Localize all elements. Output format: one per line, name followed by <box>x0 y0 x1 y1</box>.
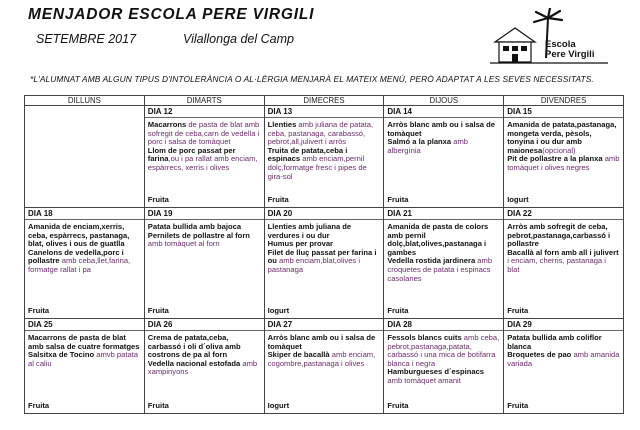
week-row <box>25 208 624 319</box>
dish <box>387 121 500 138</box>
dessert: Fruita <box>147 195 169 205</box>
dish-name: Fessols blancs cuits <box>387 333 464 342</box>
menu-dishes <box>265 331 384 368</box>
dish-name: Llenties amb juliana de verdures i ou dur <box>267 222 352 240</box>
logo-text: Escola Pere Virgili <box>545 39 595 60</box>
dish <box>507 155 620 172</box>
weekday-header: DIJOUS <box>384 96 504 106</box>
day-number: DIA 21 <box>384 208 503 220</box>
menu-dishes <box>265 118 384 181</box>
dish-ingredients: amb enciam,pernil dolç,formatge fresc i pipes de gira-sol <box>267 154 367 181</box>
day-number: DIA 28 <box>384 319 503 331</box>
dish <box>148 360 261 377</box>
weekday-header: DIMARTS <box>144 96 264 106</box>
day-number: DIA 29 <box>504 319 623 331</box>
dish-name: Skiper de bacallà <box>267 350 332 360</box>
menu-table <box>24 95 624 414</box>
menu-dishes <box>25 331 144 368</box>
dish <box>28 334 141 351</box>
dish-name: Macarrons de pasta de blat amb salsa de cuatre formatges <box>28 333 140 351</box>
week-row <box>25 319 624 414</box>
menu-dishes <box>145 331 264 377</box>
dish <box>387 223 500 257</box>
dessert: Fruita <box>267 195 289 205</box>
dish-name: Crema de patata,ceba, carbassó i oli d´oliva amb costrons de pa al forn <box>147 333 241 360</box>
dish-ingredients: amb albergínia <box>387 137 469 155</box>
dish <box>268 147 381 181</box>
day-number: DIA 20 <box>265 208 384 220</box>
day-cell <box>264 106 384 208</box>
menu-dishes <box>25 220 144 275</box>
dessert: Fruita <box>507 306 529 316</box>
day-number: DIA 25 <box>25 319 144 331</box>
dessert: Fruita <box>147 306 169 316</box>
dish-name: Broquetes de pao <box>507 350 574 360</box>
dish <box>148 334 261 360</box>
week-row <box>25 106 624 208</box>
dish-name: Pit de pollastre a la planxa <box>507 154 605 164</box>
weekday-header: DIVENDRES <box>504 96 624 106</box>
dish <box>28 351 141 368</box>
weekday-header: DIMECRES <box>264 96 384 106</box>
menu-dishes <box>145 118 264 173</box>
dish <box>507 249 620 275</box>
dish <box>268 334 381 351</box>
dish <box>268 351 381 368</box>
dish-ingredients: amb croquetes de patata i espinacs casolanes <box>387 256 493 283</box>
dish-ingredients: (opcional) <box>542 145 576 155</box>
dish-ingredients: ,ou i pa rallat amb enciam, espàrrecs, xerris i olives <box>147 154 258 172</box>
dessert: Fruita <box>147 401 169 411</box>
dish-ingredients: amb ceba, pebrot,pastanaga,patata, carbassó i una mica de botifarra blanca i negra <box>387 333 500 368</box>
menu-dishes <box>384 220 503 283</box>
dessert: Fruita <box>387 195 409 205</box>
dish <box>28 249 141 275</box>
dish-name: Patata bullida amb coliflor blanca <box>507 333 602 351</box>
day-number: DIA 27 <box>265 319 384 331</box>
dessert: Iogurt <box>267 306 290 316</box>
day-number: DIA 12 <box>145 106 264 118</box>
day-number: DIA 18 <box>25 208 144 220</box>
dish <box>148 232 261 249</box>
dish-name: Truita de patata,ceba i espinacs <box>267 145 348 164</box>
dish-ingredients: de pasta de blat amb sofregit de ceba,carn de vedella i porc i salsa de tomàquet <box>147 120 260 147</box>
dish <box>387 138 500 155</box>
allergy-notice: *L'ALUMNAT AMB ALGUN TIPUS D'INTOLERÀNCIA O AL·LÈRGIA MENJARÀ EL MATEIX MENÚ, PERÒ ADAPTAT A LES SEVES NECESSITATS. <box>30 74 594 84</box>
dessert: Fruita <box>387 306 409 316</box>
empty-day-cell <box>25 106 145 208</box>
menu-dishes <box>504 118 623 173</box>
dish-ingredients: amb tomàquet i olives negres <box>507 154 620 172</box>
day-cell <box>504 319 624 414</box>
day-number: DIA 14 <box>384 106 503 118</box>
dish-name: Macarrons <box>147 120 189 129</box>
dish <box>507 223 620 249</box>
dish-name: Amanida de patata,pastanaga, mongeta verda, pèsols, tonyina i ou dur amb maionesa <box>507 120 617 155</box>
day-number: DIA 19 <box>145 208 264 220</box>
menu-dishes <box>384 118 503 155</box>
dish <box>268 249 381 275</box>
dish-name: Vedella rostida jardinera <box>387 256 478 266</box>
dish-name: Salmó a la planxa <box>387 137 454 147</box>
dish-name: Arròs amb sofregit de ceba, pebrot,pastanaga,carbassó i pollastre <box>507 222 611 249</box>
dish <box>387 257 500 283</box>
dish-name: Arròs blanc amb ou i salsa de tomàquet <box>387 120 496 138</box>
day-cell <box>25 208 145 319</box>
dish <box>268 223 381 240</box>
dish-name: Vedella nacional estofada <box>147 358 243 368</box>
dish-ingredients: amb tomàquet amanit <box>387 375 461 385</box>
dish-name: Hamburgueses d´espinacs <box>387 367 485 377</box>
menu-town: Vilallonga del Camp <box>183 32 294 46</box>
menu-dishes <box>265 220 384 275</box>
dish <box>148 121 261 147</box>
day-cell <box>144 106 264 208</box>
dish <box>148 147 261 173</box>
dish-name: Humus per provar <box>267 239 334 249</box>
dish <box>28 223 141 249</box>
dish-name: Filet de lluç passat per farina i ou <box>267 247 377 266</box>
dish <box>387 334 500 368</box>
dessert: Iogurt <box>267 401 290 411</box>
dessert: Fruita <box>28 401 50 411</box>
dish-name: Llenties <box>267 120 299 129</box>
day-cell <box>384 106 504 208</box>
weekday-header-row <box>25 96 624 106</box>
day-number: DIA 26 <box>145 319 264 331</box>
dish <box>387 368 500 385</box>
day-number: DIA 15 <box>504 106 623 118</box>
dish <box>507 351 620 368</box>
day-cell <box>384 319 504 414</box>
dish-ingredients: amb ceba,llet,farina, formatge rallat i pa <box>28 256 131 274</box>
dish-name: Arròs blanc amb ou i salsa de tomàquet <box>267 333 376 351</box>
dish <box>507 121 620 155</box>
dish-ingredients: amb xampinyons <box>147 358 258 377</box>
dish <box>507 334 620 351</box>
dessert: Fruita <box>28 306 50 316</box>
day-cell <box>504 208 624 319</box>
dish-ingredients: amb enciam,blat,olives i pastanaga <box>267 256 361 274</box>
menu-dishes <box>145 220 264 249</box>
day-cell <box>25 319 145 414</box>
day-cell <box>384 208 504 319</box>
weekday-header: DILLUNS <box>25 96 145 106</box>
dish-name: Bacallà al forn amb all i julivert <box>507 247 619 257</box>
menu-dishes <box>384 331 503 386</box>
dish-ingredients: amb amanida variada <box>507 350 620 368</box>
day-number: DIA 13 <box>265 106 384 118</box>
dish-name: Llom de porc passat per farina <box>147 145 236 164</box>
dish <box>268 121 381 147</box>
day-cell <box>144 208 264 319</box>
dish-name: Pernilets de pollastre al forn <box>147 230 250 240</box>
menu-month: SETEMBRE 2017 <box>36 32 137 46</box>
dish-name: Amanida de pasta de colors amb pernil dolç,blat,olives,pastanaga i gambes <box>387 222 489 257</box>
day-cell <box>264 208 384 319</box>
dish-ingredients: amvb patata al caliu <box>28 350 139 368</box>
dish-name: Salsitxa de Tocino <box>28 350 97 360</box>
day-number: DIA 22 <box>504 208 623 220</box>
day-cell <box>264 319 384 414</box>
day-cell <box>504 106 624 208</box>
dish-ingredients: i enciam, cherris, pastanaga i blat <box>507 256 606 274</box>
dish-name: Amanida de enciam,xerris, ceba, espàrrecs, pastanaga, blat, olives i ous de guatlla <box>28 222 130 249</box>
dessert: Iogurt <box>507 195 529 205</box>
dessert: Fruita <box>387 401 409 411</box>
menu-dishes <box>504 331 623 368</box>
dish-ingredients: amb enciam, cogombre,pastanaga i olives <box>267 350 376 368</box>
dish-name: Canelons de vedella,porc i pollastre <box>28 247 124 266</box>
menu-title: MENJADOR ESCOLA PERE VIRGILI <box>28 6 315 23</box>
dessert: Fruita <box>507 401 529 411</box>
dish-ingredients: amb tomàquet al forn <box>147 239 220 249</box>
dish-name: Patata bullida amb bajoca <box>147 222 242 231</box>
menu-dishes <box>504 220 623 275</box>
day-cell <box>144 319 264 414</box>
dish-ingredients: amb juliana de patata, ceba, pastanaga, carabassó, pebrot,all,julivert i arròs <box>267 120 374 147</box>
